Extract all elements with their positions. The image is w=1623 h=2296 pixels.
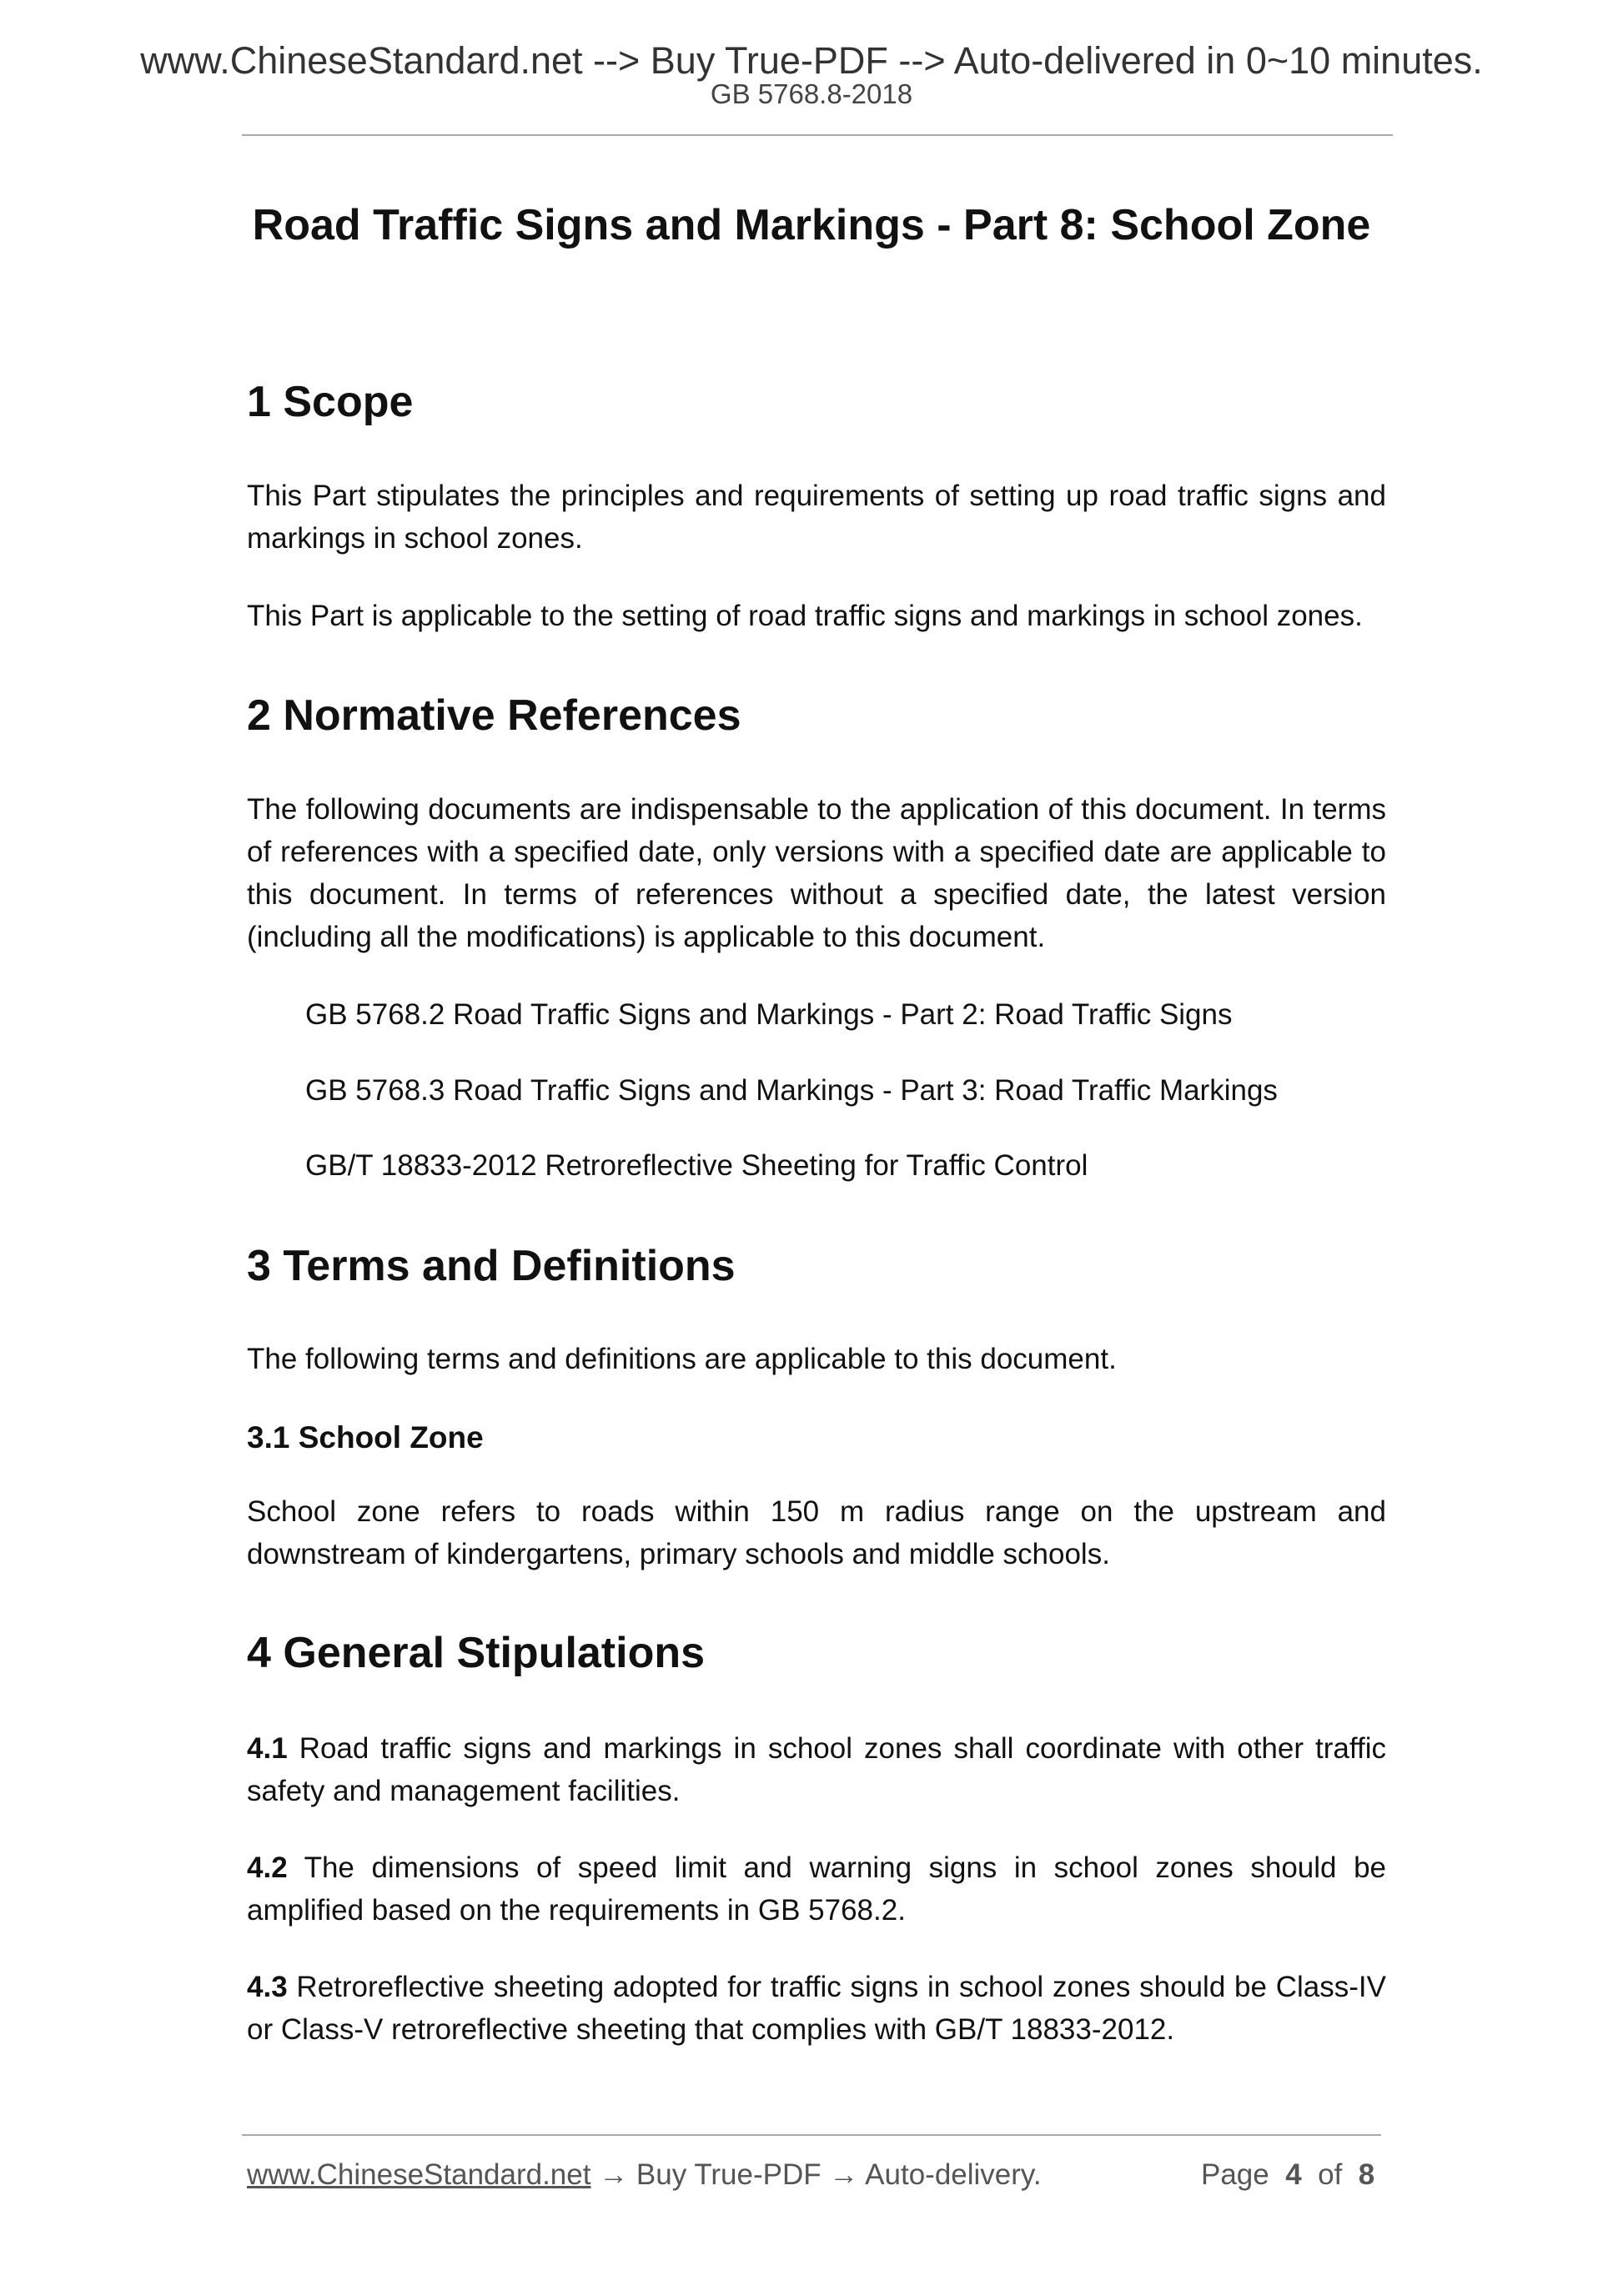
stipulation-number: 4.1	[247, 1732, 288, 1765]
stipulation-text: Retroreflective sheeting adopted for traffic signs in school zones should be Class-IV or Class-V retroreflective sheeting that complies with GB/T 18833-2012.	[247, 1971, 1386, 2046]
page-number: 4	[1285, 2158, 1302, 2191]
top-banner[interactable]: www.ChineseStandard.net --> Buy True-PDF --> Auto-delivered in 0~10 minutes.	[140, 39, 1483, 82]
reference-item: GB 5768.3 Road Traffic Signs and Markings - Part 3: Road Traffic Markings	[305, 1074, 1278, 1107]
scope-paragraph-2: This Part is applicable to the setting of road traffic signs and markings in school zones.	[247, 600, 1363, 632]
section-heading-terms: 3 Terms and Definitions	[247, 1242, 736, 1290]
header-rule	[242, 134, 1393, 136]
stipulation-item	[247, 1846, 1386, 1932]
section-heading-normative-references: 2 Normative References	[247, 691, 741, 740]
stipulation-item	[247, 1727, 1386, 1812]
stipulation-text: The dimensions of speed limit and warning signs in school zones should be amplified based on the requirements in GB 5768.2.	[247, 1851, 1386, 1927]
terms-paragraph: The following terms and definitions are applicable to this document.	[247, 1343, 1117, 1375]
page-total: 8	[1358, 2158, 1375, 2191]
document-number: GB 5768.8-2018	[710, 78, 913, 109]
document-title: Road Traffic Signs and Markings - Part 8: School Zone	[252, 201, 1371, 249]
school-zone-definition: School zone refers to roads within 150 m radius range on the upstream and downstream of kindergartens, primary schools and middle schools.	[247, 1495, 1386, 1570]
section-heading-general-stipulations: 4 General Stipulations	[247, 1629, 706, 1677]
footer-rule	[242, 2134, 1381, 2136]
of-label: of	[1318, 2158, 1343, 2191]
scope-paragraph-1: This Part stipulates the principles and requirements of setting up road traffic signs and markings in school zones.	[247, 480, 1386, 555]
section-heading-scope: 1 Scope	[247, 378, 414, 426]
stipulation-item	[247, 1966, 1386, 2051]
stipulation-text: Road traffic signs and markings in school zones shall coordinate with other traffic safety and management facilities.	[247, 1732, 1386, 1807]
reference-item: GB/T 18833-2012 Retroreflective Sheeting for Traffic Control	[305, 1149, 1088, 1182]
stipulation-number: 4.2	[247, 1851, 288, 1884]
page-indicator	[1201, 2160, 1374, 2189]
footer-website-link[interactable]: www.ChineseStandard.net	[247, 2158, 591, 2191]
subsection-heading-school-zone: 3.1 School Zone	[247, 1420, 484, 1454]
stipulation-number: 4.3	[247, 1971, 288, 2003]
page-label: Page	[1201, 2158, 1269, 2191]
footer-left	[247, 2160, 1042, 2189]
normative-paragraph: The following documents are indispensable to the application of this document. In terms of references with a specified date, only versions with a specified date are applicable to this document. In terms of references without a specified date, the latest version (including all the modifications) is applicable to this document.	[247, 793, 1386, 953]
reference-item: GB 5768.2 Road Traffic Signs and Markings - Part 2: Road Traffic Signs	[305, 998, 1233, 1031]
footer-tagline: → Buy True-PDF → Auto-delivery.	[590, 2158, 1042, 2191]
